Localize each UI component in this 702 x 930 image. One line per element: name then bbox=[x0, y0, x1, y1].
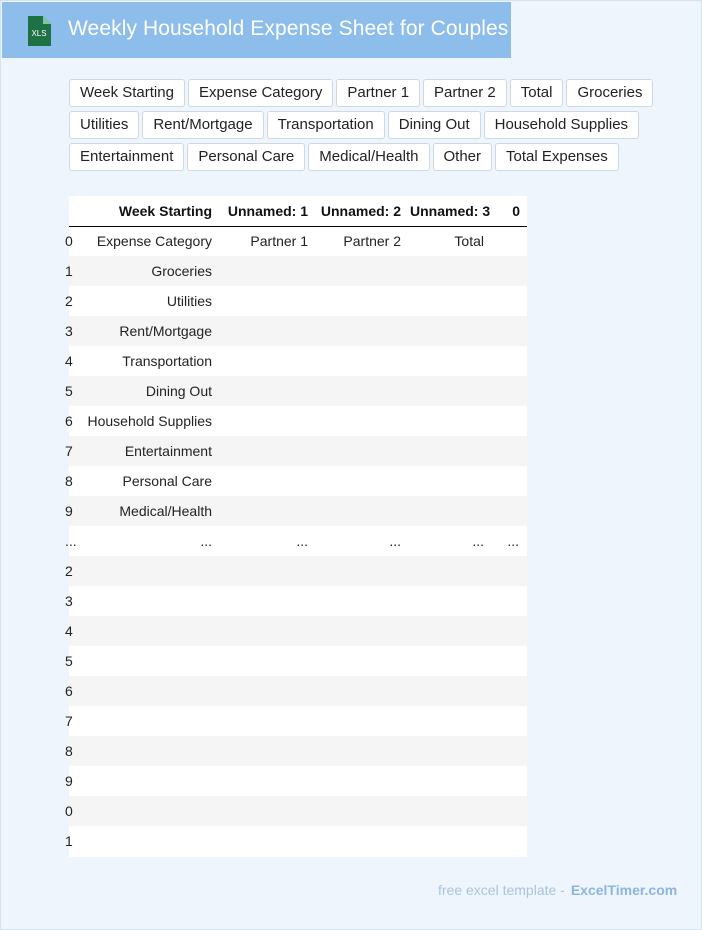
page-title: Weekly Household Expense Sheet for Couples bbox=[68, 17, 509, 40]
row-index-cell bbox=[65, 736, 83, 766]
table-cell bbox=[222, 346, 316, 376]
row-index: 6 bbox=[65, 683, 73, 699]
table-cell bbox=[316, 406, 410, 436]
row-index: 6 bbox=[65, 413, 73, 429]
row-index: 2 bbox=[65, 563, 73, 579]
table-cell bbox=[504, 376, 527, 406]
table-cell: Total bbox=[410, 226, 504, 256]
table-cell bbox=[83, 706, 222, 736]
table-cell bbox=[222, 286, 316, 316]
table-header-row bbox=[69, 196, 527, 226]
column-tag[interactable]: Rent/Mortgage bbox=[142, 111, 263, 139]
table-cell bbox=[222, 316, 316, 346]
row-index-cell bbox=[65, 706, 83, 736]
row-index: 0 bbox=[65, 803, 73, 819]
column-tag[interactable]: Medical/Health bbox=[308, 143, 429, 171]
row-index: 1 bbox=[65, 833, 73, 849]
table-cell bbox=[316, 496, 410, 526]
table-cell bbox=[222, 616, 316, 646]
table-cell: Partner 2 bbox=[316, 226, 410, 256]
table-cell bbox=[504, 496, 527, 526]
table-cell bbox=[504, 436, 527, 466]
table-cell bbox=[504, 736, 527, 766]
table-row bbox=[69, 826, 527, 856]
table-cell: ... bbox=[83, 526, 222, 556]
row-index: 2 bbox=[65, 293, 73, 309]
table-row bbox=[69, 376, 527, 406]
header-bar bbox=[2, 2, 511, 58]
table-row bbox=[69, 586, 527, 616]
table-cell bbox=[410, 466, 504, 496]
table-cell bbox=[504, 466, 527, 496]
table-cell: ... bbox=[504, 526, 527, 556]
row-index: 7 bbox=[65, 713, 73, 729]
row-index-cell bbox=[65, 226, 83, 256]
row-index: 4 bbox=[65, 353, 73, 369]
table-row bbox=[69, 676, 527, 706]
column-header: Unnamed: 3 bbox=[410, 196, 504, 226]
row-index-cell bbox=[65, 796, 83, 826]
row-index-cell bbox=[65, 316, 83, 346]
table-row bbox=[69, 526, 527, 556]
table-cell bbox=[316, 556, 410, 586]
row-index-cell bbox=[65, 826, 83, 856]
table-cell bbox=[504, 406, 527, 436]
table-cell bbox=[410, 436, 504, 466]
table-cell bbox=[504, 826, 527, 856]
table-cell bbox=[410, 556, 504, 586]
row-index: 7 bbox=[65, 443, 73, 459]
table-cell bbox=[504, 646, 527, 676]
table-cell bbox=[410, 646, 504, 676]
column-header: Unnamed: 1 bbox=[222, 196, 316, 226]
column-tag[interactable]: Transportation bbox=[267, 111, 385, 139]
table-cell bbox=[504, 676, 527, 706]
table-cell bbox=[504, 586, 527, 616]
table-row bbox=[69, 496, 527, 526]
row-index: 3 bbox=[65, 593, 73, 609]
table-cell bbox=[83, 616, 222, 646]
table-cell bbox=[504, 556, 527, 586]
table-cell bbox=[316, 736, 410, 766]
table-cell bbox=[316, 586, 410, 616]
table-cell bbox=[316, 316, 410, 346]
column-tag[interactable]: Dining Out bbox=[388, 111, 481, 139]
column-tag[interactable]: Household Supplies bbox=[484, 111, 639, 139]
row-index-cell bbox=[65, 346, 83, 376]
column-header bbox=[69, 196, 83, 226]
table-cell bbox=[222, 826, 316, 856]
row-index-cell bbox=[65, 586, 83, 616]
table-cell bbox=[316, 826, 410, 856]
table-cell bbox=[83, 556, 222, 586]
row-index: 5 bbox=[65, 653, 73, 669]
table-cell: ... bbox=[222, 526, 316, 556]
data-table bbox=[65, 196, 527, 856]
table-cell bbox=[316, 616, 410, 646]
table-cell bbox=[222, 676, 316, 706]
row-index-cell bbox=[65, 406, 83, 436]
table-cell: Household Supplies bbox=[83, 406, 222, 436]
table-cell bbox=[316, 376, 410, 406]
row-index: 8 bbox=[65, 473, 73, 489]
table-cell bbox=[83, 676, 222, 706]
row-index: 3 bbox=[65, 323, 73, 339]
table-cell bbox=[410, 706, 504, 736]
row-index-cell bbox=[65, 286, 83, 316]
column-tag[interactable]: Partner 2 bbox=[423, 79, 507, 107]
table-cell: Groceries bbox=[83, 256, 222, 286]
table-cell bbox=[410, 736, 504, 766]
table-cell bbox=[222, 766, 316, 796]
table-cell bbox=[316, 796, 410, 826]
table-cell: Personal Care bbox=[83, 466, 222, 496]
table-cell bbox=[222, 376, 316, 406]
table-row bbox=[69, 766, 527, 796]
table-cell bbox=[410, 616, 504, 646]
table-row bbox=[69, 736, 527, 766]
row-index: ... bbox=[65, 533, 77, 549]
table-cell: Medical/Health bbox=[83, 496, 222, 526]
row-index: 5 bbox=[65, 383, 73, 399]
column-header: Week Starting bbox=[83, 196, 222, 226]
column-tag[interactable]: Total Expenses bbox=[495, 143, 619, 171]
table-cell bbox=[504, 226, 527, 256]
table-cell bbox=[504, 766, 527, 796]
table-cell bbox=[504, 346, 527, 376]
column-tag[interactable]: Partner 1 bbox=[336, 79, 420, 107]
table-cell bbox=[222, 496, 316, 526]
table-row bbox=[69, 616, 527, 646]
data-table-container bbox=[65, 196, 527, 857]
table-cell bbox=[410, 676, 504, 706]
table-row bbox=[69, 346, 527, 376]
column-header: Unnamed: 2 bbox=[316, 196, 410, 226]
table-cell bbox=[222, 436, 316, 466]
table-row bbox=[69, 466, 527, 496]
table-cell bbox=[316, 256, 410, 286]
row-index-cell bbox=[65, 466, 83, 496]
table-row bbox=[69, 556, 527, 586]
table-cell bbox=[504, 706, 527, 736]
table-cell bbox=[222, 796, 316, 826]
table-cell bbox=[316, 346, 410, 376]
table-cell bbox=[410, 406, 504, 436]
table-row bbox=[69, 796, 527, 826]
table-cell bbox=[316, 646, 410, 676]
table-cell bbox=[222, 646, 316, 676]
table-cell bbox=[410, 286, 504, 316]
row-index-cell bbox=[65, 616, 83, 646]
table-row bbox=[69, 226, 527, 256]
row-index-cell bbox=[65, 526, 83, 556]
column-tag[interactable]: Personal Care bbox=[187, 143, 305, 171]
table-cell bbox=[410, 826, 504, 856]
column-tag[interactable]: Utilities bbox=[69, 111, 139, 139]
row-index-cell bbox=[65, 766, 83, 796]
table-cell bbox=[410, 376, 504, 406]
table-cell bbox=[504, 616, 527, 646]
row-index-cell bbox=[65, 436, 83, 466]
table-cell bbox=[222, 736, 316, 766]
table-cell bbox=[504, 316, 527, 346]
table-cell bbox=[410, 766, 504, 796]
row-index: 0 bbox=[65, 233, 73, 250]
table-body bbox=[65, 226, 527, 856]
table-cell bbox=[410, 346, 504, 376]
table-cell: Expense Category bbox=[83, 226, 222, 256]
column-header: 0 bbox=[504, 196, 527, 226]
column-tag[interactable]: Expense Category bbox=[188, 79, 333, 107]
table-cell: Utilities bbox=[83, 286, 222, 316]
table-cell bbox=[222, 406, 316, 436]
svg-text:XLS: XLS bbox=[31, 29, 47, 38]
table-row bbox=[69, 316, 527, 346]
row-index: 4 bbox=[65, 623, 73, 639]
table-cell bbox=[83, 736, 222, 766]
table-cell: Transportation bbox=[83, 346, 222, 376]
table-cell bbox=[410, 316, 504, 346]
table-cell bbox=[316, 286, 410, 316]
table-cell bbox=[316, 766, 410, 796]
table-cell bbox=[222, 706, 316, 736]
table-cell: Dining Out bbox=[83, 376, 222, 406]
table-cell bbox=[83, 646, 222, 676]
table-row bbox=[69, 646, 527, 676]
table-cell bbox=[410, 586, 504, 616]
table-cell: ... bbox=[316, 526, 410, 556]
table-row bbox=[69, 436, 527, 466]
row-index-cell bbox=[65, 646, 83, 676]
table-cell bbox=[316, 676, 410, 706]
column-tag[interactable]: Entertainment bbox=[69, 143, 184, 171]
table-cell bbox=[83, 766, 222, 796]
table-cell bbox=[83, 796, 222, 826]
table-cell bbox=[504, 256, 527, 286]
row-index-cell bbox=[65, 556, 83, 586]
table-cell bbox=[410, 496, 504, 526]
table-cell: Partner 1 bbox=[222, 226, 316, 256]
row-index-cell bbox=[65, 496, 83, 526]
table-cell: ... bbox=[410, 526, 504, 556]
footer-credit bbox=[438, 882, 677, 898]
table-cell bbox=[316, 436, 410, 466]
row-index: 1 bbox=[65, 263, 73, 279]
column-tag[interactable]: Groceries bbox=[566, 79, 653, 107]
table-cell bbox=[83, 586, 222, 616]
table-cell bbox=[316, 706, 410, 736]
table-cell bbox=[222, 586, 316, 616]
row-index-cell bbox=[65, 676, 83, 706]
column-tag[interactable]: Week Starting bbox=[69, 79, 185, 107]
column-tag[interactable]: Other bbox=[433, 143, 493, 171]
table-row bbox=[69, 406, 527, 436]
table-cell bbox=[410, 796, 504, 826]
table-cell: Entertainment bbox=[83, 436, 222, 466]
table-cell bbox=[410, 256, 504, 286]
table-cell bbox=[222, 256, 316, 286]
footer-text: free excel template - bbox=[438, 882, 565, 898]
table-row bbox=[69, 256, 527, 286]
column-tag-list bbox=[69, 79, 659, 171]
table-row bbox=[69, 706, 527, 736]
table-row bbox=[69, 286, 527, 316]
table-cell bbox=[222, 466, 316, 496]
row-index-cell bbox=[65, 376, 83, 406]
footer-brand-link[interactable]: ExcelTimer.com bbox=[570, 882, 678, 898]
row-index: 9 bbox=[65, 503, 73, 519]
table-cell bbox=[222, 556, 316, 586]
row-index: 9 bbox=[65, 773, 73, 789]
row-index-cell bbox=[65, 256, 83, 286]
row-index: 8 bbox=[65, 743, 73, 759]
table-cell bbox=[83, 826, 222, 856]
column-tag[interactable]: Total bbox=[510, 79, 564, 107]
excel-file-icon bbox=[24, 15, 54, 47]
table-cell bbox=[504, 796, 527, 826]
table-cell bbox=[316, 466, 410, 496]
table-cell bbox=[504, 286, 527, 316]
table-cell: Rent/Mortgage bbox=[83, 316, 222, 346]
